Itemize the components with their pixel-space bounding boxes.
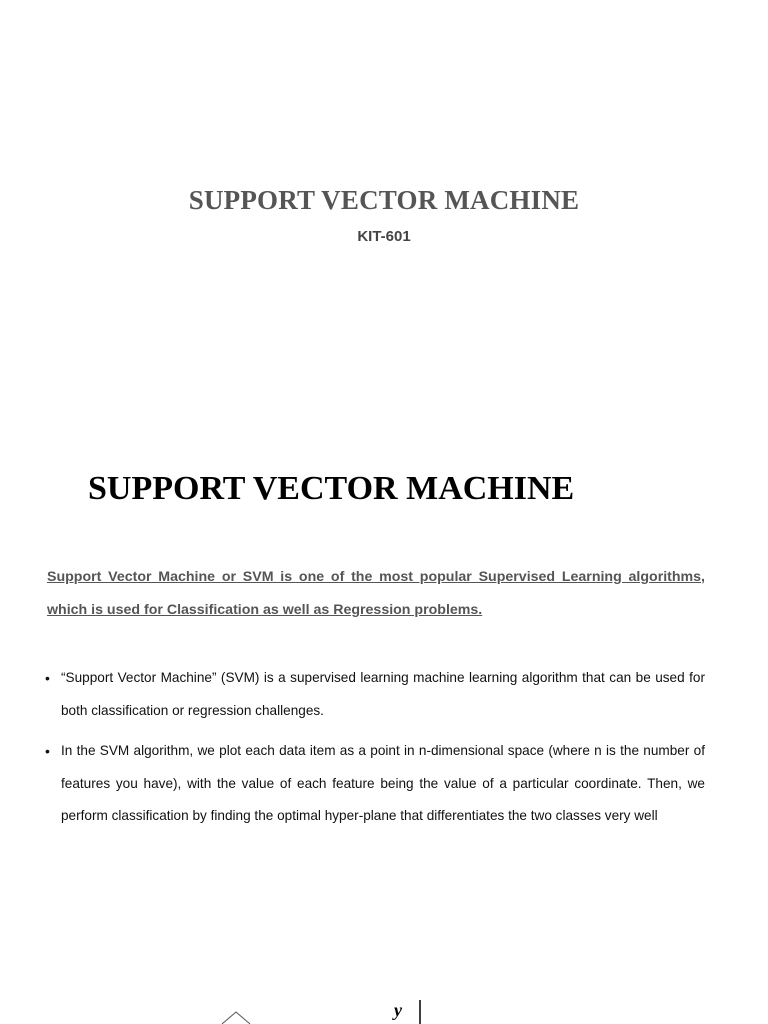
bullet-marker: • — [45, 743, 50, 759]
bullet-text: In the SVM algorithm, we plot each data item as a point in n-dimensional space (where n is the number of features you have), with the value of each feature being the value of a particular coordinate. Then, we perform classification by finding the optimal hyper-plane that differentiates the two classes very well — [61, 743, 705, 823]
bullet-item — [45, 662, 705, 727]
course-code: KIT-601 — [357, 228, 411, 245]
y-axis-label: y — [394, 1000, 402, 1020]
document-title: SUPPORT VECTOR MACHINE — [188, 185, 580, 215]
bullet-text: “Support Vector Machine” (SVM) is a supervised learning machine learning algorithm that can be used for both classification or regression challenges. — [61, 670, 705, 718]
figure-shape-edge — [222, 1012, 250, 1024]
section-heading: SUPPORT VECTOR MACHINE — [88, 470, 575, 507]
bullet-item — [45, 735, 705, 833]
intro-paragraph: Support Vector Machine or SVM is one of the most popular Supervised Learning algorithms, which is used for Classification as well as Regression problems. — [47, 569, 705, 618]
bullet-list — [45, 662, 705, 841]
cover-title-block — [0, 185, 768, 245]
bullet-marker: • — [45, 670, 50, 686]
svm-figure-fragment — [0, 990, 768, 1024]
